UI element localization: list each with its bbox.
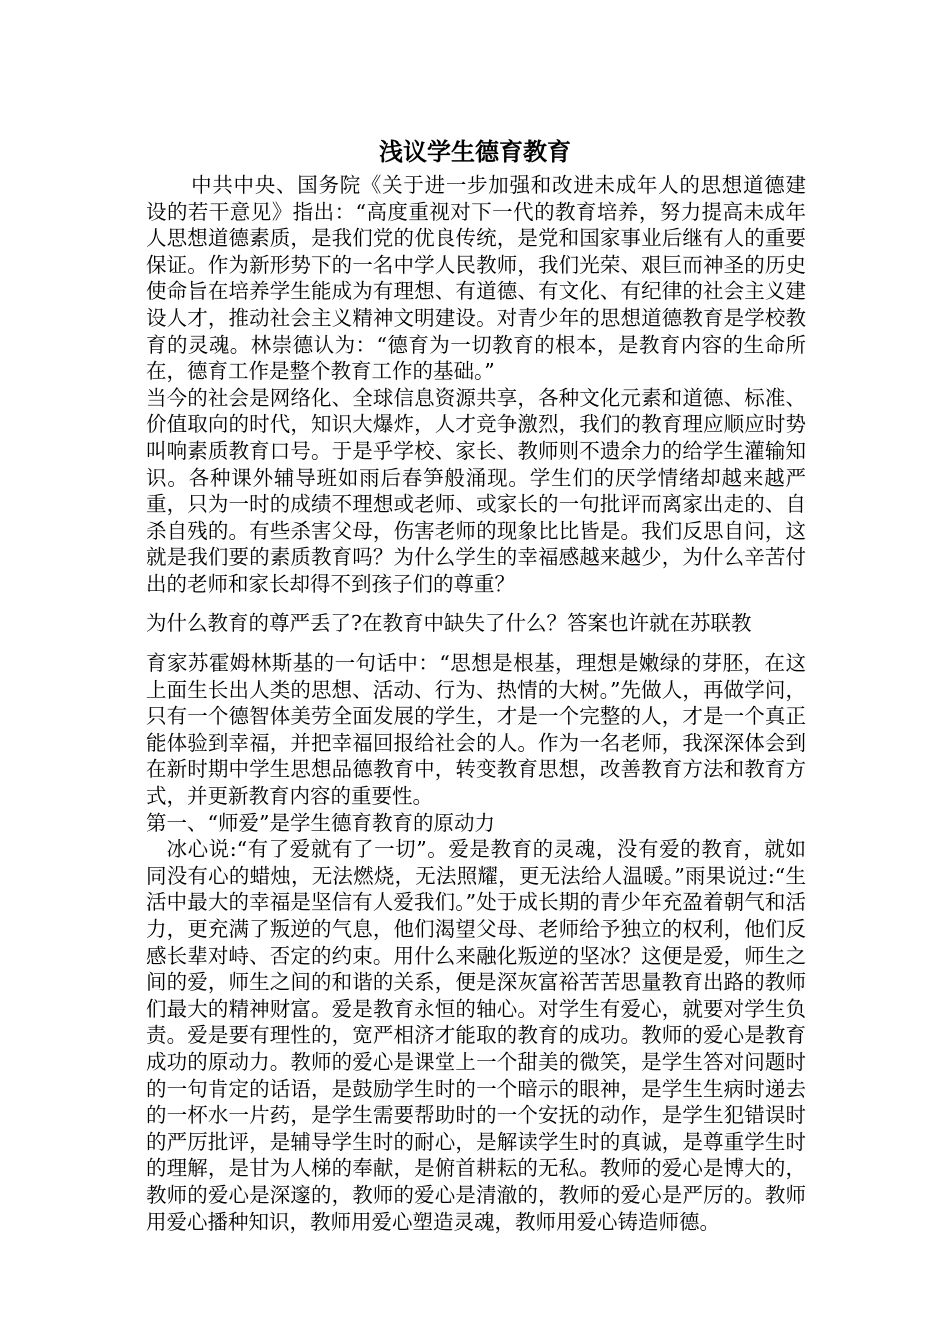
paragraph-intro: 中共中央、国务院《关于进一步加强和改进未成年人的思想道德建设的若干意见》指出：“高度重视对下一代的教育培养，努力提高未成年人思想道德素质，是我们党的优良传统，是党和国家事业后继有人的重要保证。作为新形势下的一名中学人民教师，我们光荣、艰巨而神圣的历史使命旨在培养学生能成为有理想、有道德、有文化、有纪律的社会主义建设人才，推动社会主义精神文明建设。对青少年的思想道德教育是学校教育的灵魂。林崇德认为：“德育为一切教育的根本，是教育内容的生命所在，德育工作是整个教育工作的基础。” [146,173,806,384]
document-body [146,172,806,1235]
paragraph-quote: 育家苏霍姆林斯基的一句话中：“思想是根基，理想是嫩绿的芽胚，在这上面生长出人类的思想、活动、行为、热情的大树。”先做人，再做学问，只有一个德智体美劳全面发展的学生，才是一个完整的人，才是一个真正能体验到幸福，并把幸福回报给社会的人。作为一名老师，我深深体会到在新时期中学生思想品德教育中，转变教育思想，改善教育方法和教育方式，并更新教育内容的重要性。 [146,651,806,809]
paragraph-society: 当今的社会是网络化、全球信息资源共享，各种文化元素和道德、标准、价值取向的时代，知识大爆炸，人才竞争激烈，我们的教育理应顺应时势叫响素质教育口号。于是乎学校、家长、教师则不遗余力的给学生灌输知识。各种课外辅导班如雨后春笋般涌现。学生们的厌学情绪却越来越严重，只为一时的成绩不理想或老师、或家长的一句批评而离家出走的、自杀自残的。有些杀害父母，伤害老师的现象比比皆是。我们反思自问，这就是我们要的素质教育吗？为什么学生的幸福感越来越少，为什么辛苦付出的老师和家长却得不到孩子们的尊重？ [146,385,806,596]
paragraph-teacher-love: 冰心说:“有了爱就有了一切”。爱是教育的灵魂，没有爱的教育，就如同没有心的蜡烛，无法燃烧，无法照耀，更无法给人温暖。”雨果说过:“生活中最大的幸福是坚信有人爱我们。”处于成长期的青少年充盈着朝气和活力，更充满了叛逆的气息，他们渴望父母、老师给予独立的权利，他们反感长辈对峙、否定的约束。用什么来融化叛逆的坚冰？这便是爱，师生之间的爱，师生之间的和谐的关系，便是深灰富裕苦苦思量教育出路的教师们最大的精神财富。爱是教育永恒的轴心。对学生有爱心，就要对学生负责。爱是要有理性的，宽严相济才能取的教育的成功。教师的爱心是教育成功的原动力。教师的爱心是课堂上一个甜美的微笑，是学生答对问题时的一句肯定的话语，是鼓励学生时的一个暗示的眼神，是学生生病时递去的一杯水一片药，是学生需要帮助时的一个安抚的动作，是学生犯错误时的严厉批评，是辅导学生时的耐心，是解读学生时的真诚，是尊重学生时的理解，是甘为人梯的奉献，是俯首耕耘的无私。教师的爱心是博大的，教师的爱心是深邃的，教师的爱心是清澈的，教师的爱心是严厉的。教师用爱心播种知识，教师用爱心塑造灵魂，教师用爱心铸造师德。 [146,837,806,1234]
document-title: 浅议学生德育教育 [379,138,571,166]
section-heading-1: 第一、“师爱”是学生德育教育的原动力 [146,810,495,835]
paragraph-question: 为什么教育的尊严丢了?在教育中缺失了什么？答案也许就在苏联教 [146,610,752,635]
